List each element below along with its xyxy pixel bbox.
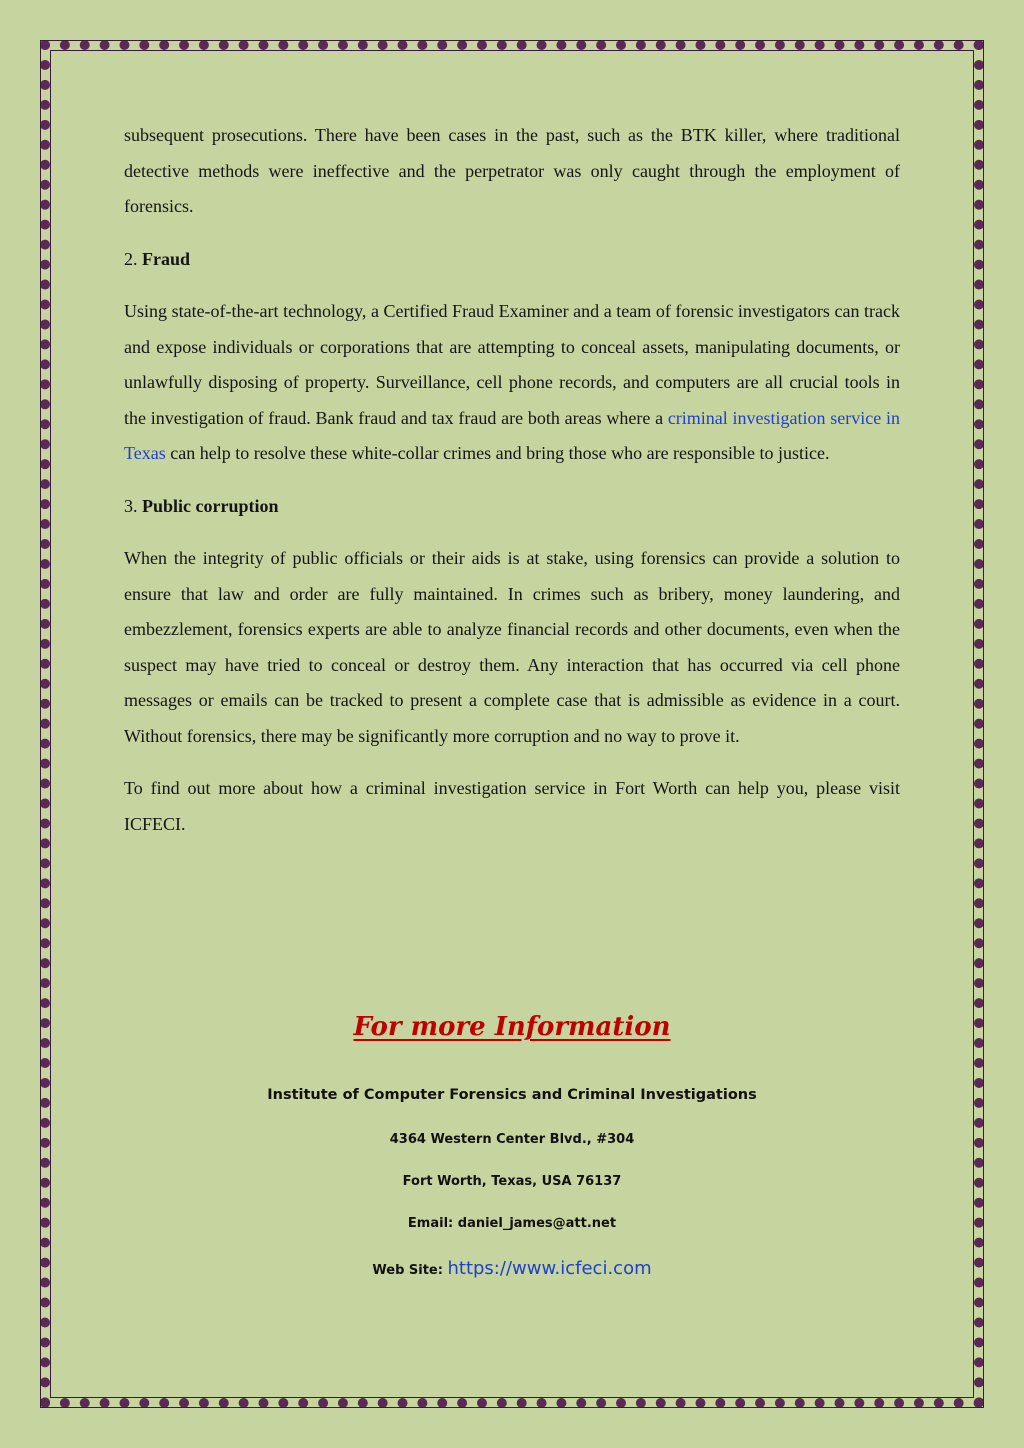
article-body bbox=[124, 118, 900, 859]
section-number: 3. bbox=[124, 495, 142, 516]
address-line-1: 4364 Western Center Blvd., #304 bbox=[389, 1132, 635, 1147]
website-label: Web Site: bbox=[372, 1263, 448, 1278]
paragraph-fraud bbox=[124, 294, 900, 472]
website-link[interactable]: https://www.icfeci.com bbox=[447, 1258, 652, 1279]
email-line: Email: daniel_james@att.net bbox=[407, 1216, 617, 1231]
paragraph-find-out-more: To find out more about how a criminal investigation service in Fort Worth can help you, please visit ICFECI. bbox=[124, 778, 900, 834]
section-number: 2. bbox=[124, 248, 142, 269]
paragraph-prosecutions: subsequent prosecutions. There have been cases in the past, such as the BTK killer, where traditional detective methods were ineffective and the perpetrator was only caught through the employment of forensics. bbox=[124, 125, 900, 216]
criminal-investigation-texas-link[interactable]: criminal investigation service in Texas bbox=[124, 407, 901, 463]
paragraph-text: Using state-of-the-art technology, a Certified Fraud Examiner and a team of forensic investigators can track and expose individuals or corporations that are attempting to conceal assets, manipulating documents, or unlawfully disposing of property. Surveillance, cell phone records, and computers are all crucial tools in the investigation of fraud. Bank fraud and tax fraud are both areas where a bbox=[124, 301, 900, 428]
address-line-2: Fort Worth, Texas, USA 76137 bbox=[402, 1174, 622, 1189]
website-line bbox=[0, 1258, 1024, 1279]
section-title: Fraud bbox=[142, 248, 191, 269]
paragraph-text: can help to resolve these white-collar crimes and bring those who are responsible to justice. bbox=[165, 443, 830, 463]
section-heading-public-corruption bbox=[124, 489, 900, 525]
organization-name: Institute of Computer Forensics and Criminal Investigations bbox=[267, 1087, 757, 1103]
more-information-heading: For more Information bbox=[353, 1012, 671, 1042]
paragraph-public-corruption: When the integrity of public officials or their aids is at stake, using forensics can provide a solution to ensure that law and order are fully maintained. In crimes such as bribery, money laundering, and embezzlement, forensics experts are able to analyze financial records and other documents, even when the suspect may have tried to conceal or destroy them. Any interaction that has occurred via cell phone messages or emails can be tracked to present a complete case that is admissible as evidence in a court. Without forensics, there may be significantly more corruption and no way to prove it. bbox=[124, 548, 900, 746]
section-title: Public corruption bbox=[142, 495, 279, 516]
section-heading-fraud bbox=[124, 242, 900, 278]
